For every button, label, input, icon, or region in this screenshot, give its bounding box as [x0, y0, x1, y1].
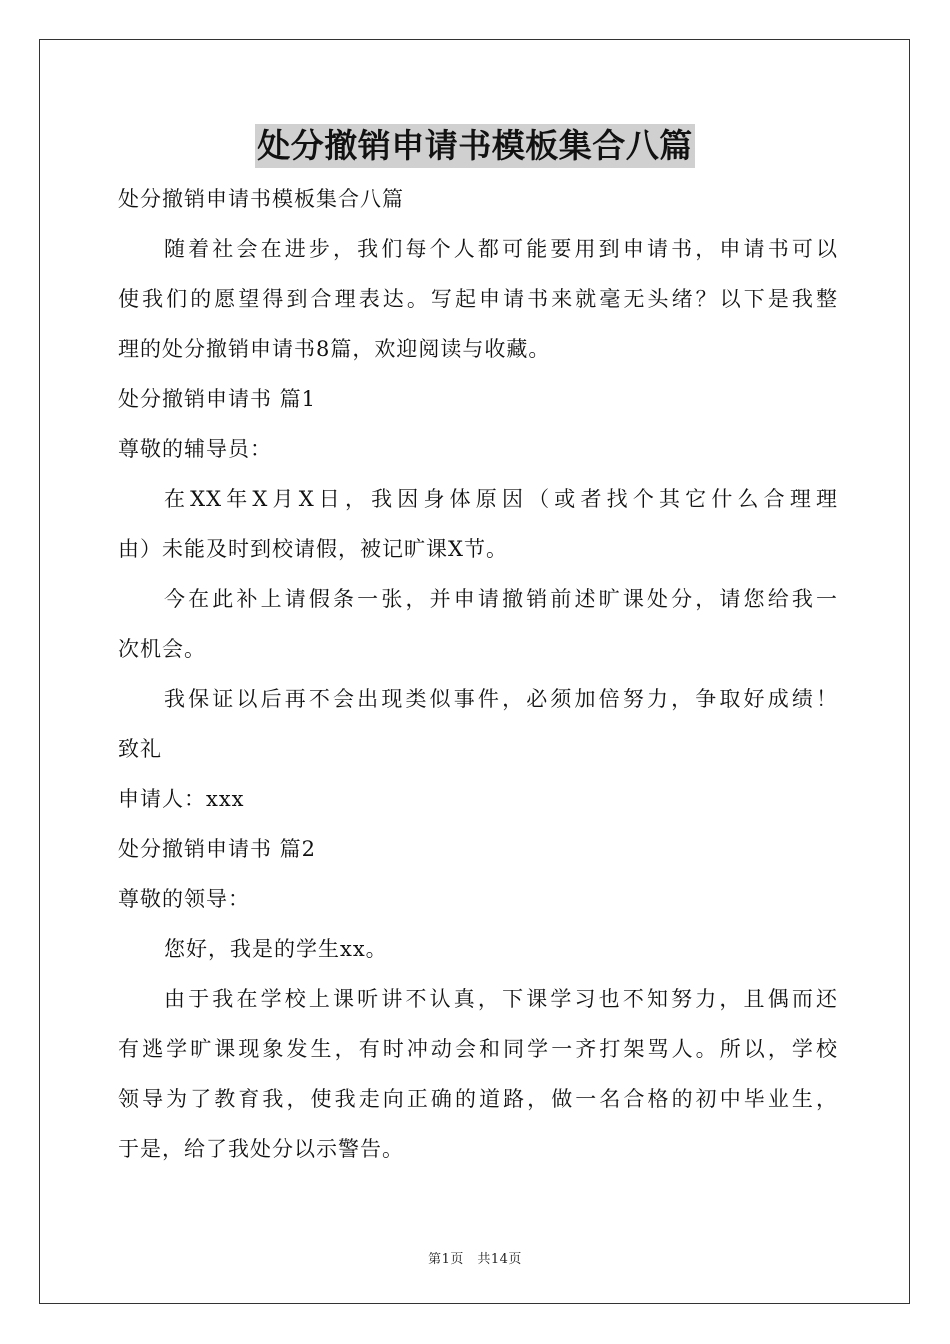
text-line: 您好，我是的学生xx。	[164, 937, 388, 961]
text-line: 我保证以后再不会出现类似事件，必须加倍努力，争取好成绩！	[164, 687, 838, 711]
text-line: 尊敬的辅导员：	[118, 437, 272, 461]
text-line: 处分撤销申请书 篇1	[118, 387, 317, 411]
text-line: 处分撤销申请书 篇2	[118, 837, 317, 861]
text-line: 随着社会在进步，我们每个人都可能要用到申请书，申请书可以	[164, 237, 838, 261]
text-line: 尊敬的领导：	[118, 887, 250, 911]
title-area	[0, 124, 950, 168]
text-line: 今在此补上请假条一张，并申请撤销前述旷课处分，请您给我一	[164, 587, 838, 611]
document-body	[118, 174, 838, 1174]
text-line: 处分撤销申请书模板集合八篇	[118, 187, 404, 211]
text-line: 使我们的愿望得到合理表达。写起申请书来就毫无头绪？以下是我整	[118, 287, 838, 311]
text-line: 由于我在学校上课听讲不认真，下课学习也不知努力，且偶而还	[164, 987, 838, 1011]
text-line: 申请人：xxx	[118, 787, 245, 811]
text-line: 致礼	[118, 737, 162, 761]
text-line: 有逃学旷课现象发生，有时冲动会和同学一齐打架骂人。所以，学校	[118, 1037, 838, 1061]
page-footer: 第1页 共14页	[428, 1252, 522, 1267]
text-line: 于是，给了我处分以示警告。	[118, 1137, 404, 1161]
text-line: 由）未能及时到校请假，被记旷课X节。	[118, 537, 508, 561]
text-line: 领导为了教育我，使我走向正确的道路，做一名合格的初中毕业生，	[118, 1087, 838, 1111]
document-title: 处分撤销申请书模板集合八篇	[255, 124, 695, 168]
text-line: 理的处分撤销申请书8篇，欢迎阅读与收藏。	[118, 337, 551, 361]
text-line: 次机会。	[118, 637, 206, 661]
text-line: 在XX年X月X日，我因身体原因（或者找个其它什么合理理	[164, 487, 838, 511]
